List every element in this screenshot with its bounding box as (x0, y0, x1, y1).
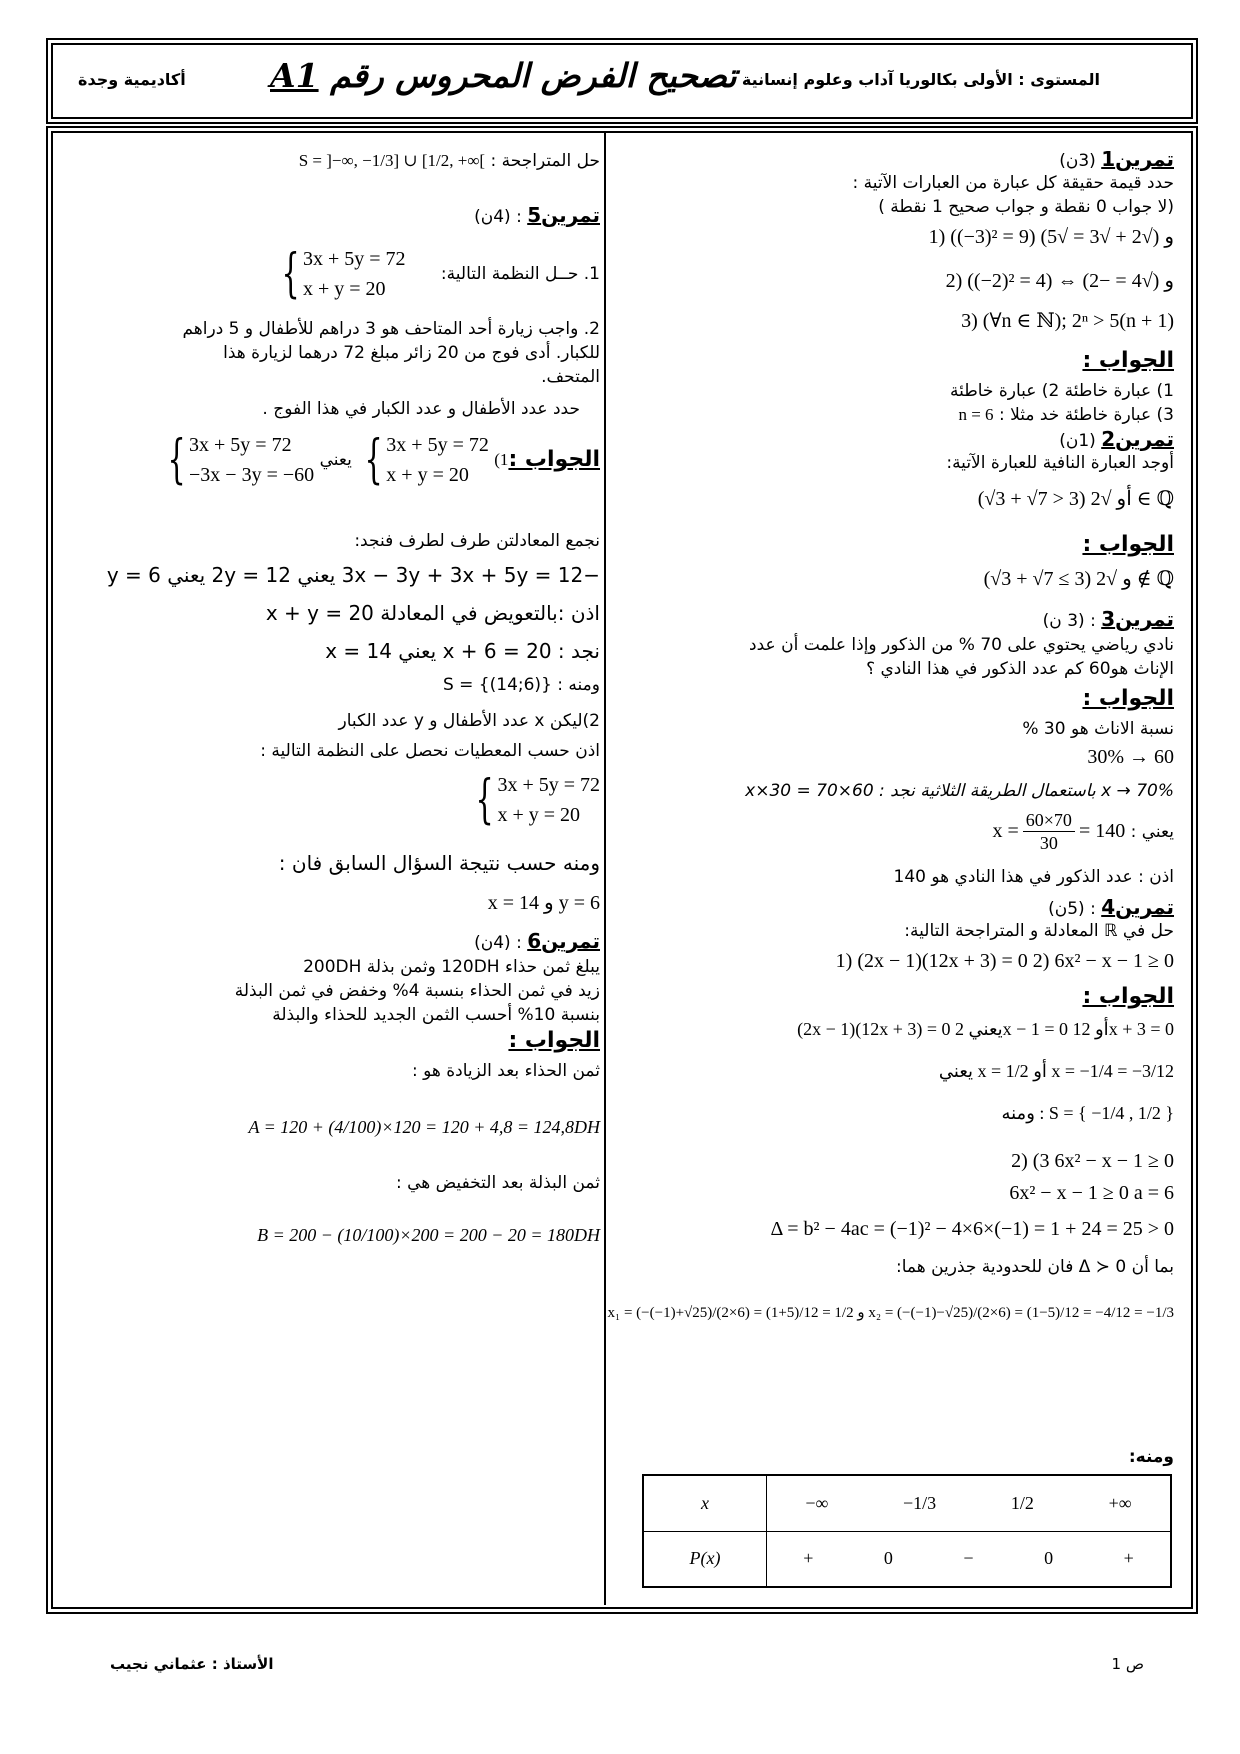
sign-value: + (1123, 1548, 1134, 1569)
exercise3-answer-3: x → 70% باستعمال الطريقة الثلاثية نجد : x×30 = 70×60 (745, 781, 1174, 801)
page-number: ص 1 (1111, 1655, 1144, 1673)
sign-table-x-values (767, 1475, 1172, 1531)
exam-code: A1 (270, 56, 319, 95)
system-2: { 3x + 5y = 72 −3x − 3y = −60 (167, 430, 315, 490)
x-value: −∞ (805, 1492, 829, 1513)
exercise5-line-8: ومنه حسب نتيجة السؤال السابق فان : (278, 851, 600, 875)
exercise4-equations: 1) (2x − 1)(12x + 3) = 0 2) 6x² − x − 1 ≥ 0 (835, 950, 1174, 972)
exercise1-statement-3: 3) (∀n ∈ ℕ); 2ⁿ > 5(n + 1) (961, 310, 1174, 332)
exercise6-answer-2: ثمن البذلة بعد التخفيض هي : (395, 1173, 600, 1193)
exercise4-line-4: 2) (3 6x² − x − 1 ≥ 0 (1011, 1150, 1174, 1172)
exercise3-heading: تمرين3 : (3 ن) (1042, 607, 1174, 631)
exercise1-statement-2: 2) ((−2)² = 4) ⇔ و (√4 = −2) (945, 270, 1174, 292)
exercise4-answer-label: الجواب : (1082, 984, 1174, 1009)
x-value: 1/2 (1010, 1492, 1034, 1513)
exercise2-expression: (√3 + √7 > 3) أو √2 ∈ ℚ (977, 488, 1174, 510)
exercise4-line-5: 6x² − x − 1 ≥ 0 a = 6 (1009, 1182, 1174, 1204)
sign-value: + (803, 1548, 814, 1569)
system-of-equations: { 3x + 5y = 72 x + y = 20 (281, 244, 406, 304)
exercise3-answer-2: 30% → 60 (1087, 746, 1174, 768)
exercise5-line-7: اذن حسب المعطيات نحصل على النظمة التالية : (260, 741, 600, 761)
exercise3-answer-4: يعني : x = $\frac{60\times 70}{30}$ = 140 (992, 809, 1174, 853)
exercise1-statement-1: 1) ((−3)² = 9) و (√2 + √3 = √5) (928, 226, 1174, 248)
exercise5-question-1: 1. حــل النظمة التالية: { 3x + 5y = 72 x + y = 20 (274, 244, 600, 310)
sign-value: − (963, 1548, 974, 1569)
exercise4-line-6: Δ = b² − 4ac = (−1)² − 4×6×(−1) = 1 + 24 = 25 > 0 (770, 1218, 1174, 1240)
exercise4-conclusion-label: ومنه: (1128, 1447, 1174, 1467)
level-label: المستوى : الأولى بكالوريا آداب وعلوم إنسانية (741, 70, 1100, 89)
exercise1-scoring: (لا جواب 0 نقطة و جواب صحيح 1 نقطة ) (878, 197, 1174, 217)
exercise3-question-1: نادي رياضي يحتوي على 70 % من الذكور وإذا علمت أن عدد (749, 635, 1174, 655)
exercise1-answer-1: 1) عبارة خاطئة 2) عبارة خاطئة (949, 381, 1174, 401)
exercise2-heading: تمرين2 (1ن) (1059, 427, 1174, 451)
sign-value: 0 (883, 1548, 893, 1569)
solution-set-line: حل المتراجحة : S = ]−∞, −1/3] ∪ [1/2, +∞[ (298, 151, 600, 171)
exercise5-system-3: { 3x + 5y = 72 x + y = 20 (475, 770, 600, 830)
exercise4-heading: تمرين4 : (5ن) (1048, 895, 1174, 919)
title-text: تصحيح الفرض المحروس رقم (330, 56, 737, 95)
exercise5-question-2c: المتحف. (541, 367, 600, 387)
exercise1-answer-2: 3) عبارة خاطئة خد مثلا : n = 6 (958, 405, 1174, 425)
exercise1-answer-label: الجواب : (1082, 348, 1174, 373)
exercise5-line-2: −3x − 3y + 3x + 5y = 12 يعني 2y = 12 يعني y = 6 (106, 563, 600, 587)
exercise2-answer-label: الجواب : (1082, 532, 1174, 557)
x-value: −1/3 (903, 1492, 937, 1513)
academy-label: أكاديمية وجدة (78, 70, 186, 89)
column-divider (604, 131, 606, 1605)
exercise4-line-7: بما أن Δ ≻ 0 فان للحدودية جذرين هما: (895, 1257, 1174, 1277)
exercise4-roots: x₁ = (−(−1)+√25)/(2×6) = (1+5)/12 = 1/2 و x₂ = (−(−1)−√25)/(2×6) = (1−5)/12 = −4/12 = −1/3 (607, 1305, 1174, 1321)
exercise6-question-3: بنسبة 10% أحسب الثمن الجديد للحذاء والبذلة (272, 1005, 600, 1025)
exercise4-line-1: (2x − 1)(12x + 3) = 0 يعني 2x − 1 = 0 أو 12x + 3 = 0 (797, 1019, 1174, 1039)
exercise4-line-2: يعني x = 1/2 أو x = −1/4 = −3/12 (938, 1061, 1174, 1081)
exercise5-line-4: نجد : x + 6 = 20 يعني x = 14 (325, 639, 600, 663)
exercise5-line-5: ومنه : S = {(14;6)} (442, 675, 600, 695)
exercise3-question-2: الإناث هو60 كم عدد الذكور في هذا النادي ؟ (866, 659, 1174, 679)
exercise1-heading: تمرين1 (3ن) (1059, 147, 1174, 171)
exercise6-heading: تمرين6 : (4ن) (474, 929, 600, 953)
exercise4-line-3: ومنه : S = { −1/4 , 1/2 } (1001, 1103, 1174, 1123)
sign-table (642, 1474, 1172, 1588)
fraction: $\frac{60\times 70}{30}$ (1023, 809, 1075, 854)
exercise3-answer-1: نسبة الاناث هو 30 % (1022, 719, 1174, 739)
page-title (264, 56, 737, 95)
exercise5-answer-1: الجواب :(1 { 3x + 5y = 72 x + y = 20 يعني { 3x + 5y = 72 −3x − 3y = −60 (160, 430, 600, 496)
exercise6-answer-1: ثمن الحذاء بعد الزيادة هو : (411, 1061, 600, 1081)
exercise1-question: حدد قيمة حقيقة كل عبارة من العبارات الآتية : (852, 173, 1174, 193)
exercise3-answer-label: الجواب : (1082, 686, 1174, 711)
exercise6-question-2: زيد في ثمن الحذاء بنسبة 4% وخفض في ثمن البذلة (234, 981, 600, 1001)
sign-table-p-head: P(x) (643, 1531, 767, 1587)
exercise5-question-2b: للكبار. أدى فوج من 20 زائر مبلغ 72 درهما لزيارة هذا (223, 343, 600, 363)
exercise6-answer-label: الجواب : (508, 1028, 600, 1053)
exercise2-answer: (√3 + √7 ≤ 3) و √2 ∉ ℚ (983, 568, 1174, 590)
system-1: { 3x + 5y = 72 x + y = 20 (364, 430, 489, 490)
exercise5-question-2a: 2. واجب زيارة أحد المتاحف هو 3 دراهم للأطفال و 5 دراهم (182, 319, 600, 339)
sign-value: 0 (1044, 1548, 1054, 1569)
exercise5-question-2d: حدد عدد الأطفال و عدد الكبار في هذا الفوج . (262, 399, 580, 419)
sign-table-x-head: x (643, 1475, 767, 1531)
exercise5-line-6: 2)ليكن x عدد الأطفال و y عدد الكبار (338, 711, 600, 731)
sign-table-p-values (767, 1531, 1172, 1587)
exercise5-heading: تمرين5 : (4ن) (474, 203, 600, 227)
exercise4-question: حل في ℝ المعادلة و المتراجحة التالية: (904, 921, 1174, 941)
exercise6-answer-1-math: A = 120 + (4/100)×120 = 120 + 4,8 = 124,8DH (248, 1117, 600, 1137)
exercise3-answer-5: اذن : عدد الذكور في هذا النادي هو 140 (893, 867, 1174, 887)
exercise5-line-3: اذن :بالتعويض في المعادلة x + y = 20 (265, 601, 600, 625)
teacher-name: الأستاذ : عثماني نجيب (110, 1655, 274, 1673)
exercise6-question-1: يبلغ ثمن حذاء 120DH وثمن بذلة 200DH (303, 957, 600, 977)
exercise5-line-1: نجمع المعادلتن طرف لطرف فنجد: (354, 531, 600, 551)
x-value: +∞ (1108, 1492, 1132, 1513)
exercise2-question: أوجد العبارة النافية للعبارة الآتية: (946, 453, 1174, 473)
exercise6-answer-2-math: B = 200 − (10/100)×200 = 200 − 20 = 180DH (257, 1225, 600, 1245)
exercise5-line-9: x = 14 و y = 6 (487, 892, 600, 914)
